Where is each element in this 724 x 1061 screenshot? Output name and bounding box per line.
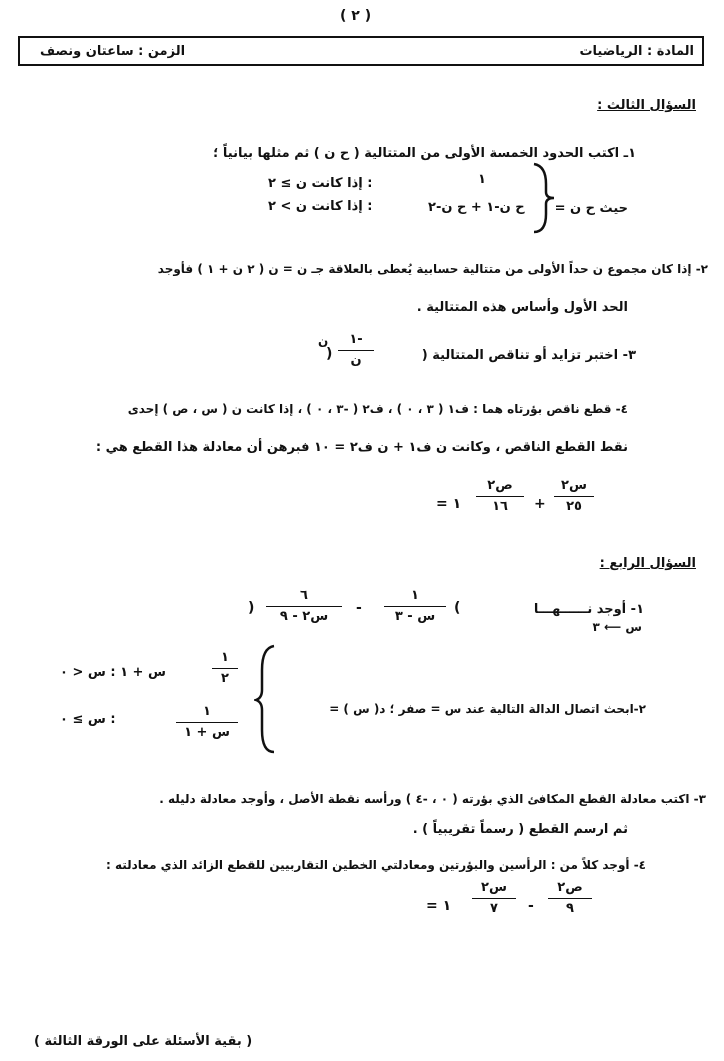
q3-eq-plus: + — [534, 496, 546, 512]
q4-p2-case2-frac — [176, 704, 238, 741]
q4-p2-case1-frac — [212, 650, 238, 687]
q4-eq-f1-num: ص٢ — [557, 880, 583, 895]
q4-p2-case2-cond: : س ≥ ٠ — [60, 712, 116, 727]
q4-p1-text: ١- أوجد نــــــهـــا — [533, 602, 644, 617]
q3-p3-fraction — [338, 332, 374, 369]
q3-p2-line1: ٢- إذا كان مجموع ن حداً الأولى من متتالية حسابية يُعطى بالعلاقة جـ ن = ن ( ٢ ن + ١ ) فأوجد — [157, 262, 708, 276]
q4-p2-text: ٢-ابحث اتصال الدالة التالية عند س = صفر ؛ د( س ) = — [329, 702, 646, 716]
page-number: ( ٢ ) — [340, 8, 372, 24]
q3-p1-case1-cond: : إذا كانت ن ≥ ٢ — [268, 176, 373, 191]
q3-eq-rhs: = ١ — [436, 496, 462, 512]
q3-p4-line1: ٤- قطع ناقص بؤرتاه هما : ف١ ( ٣ ، ٠ ) ، ف٢ ( -٣ ، ٠ ) ، إذا كانت ن ( س ، ص ) إحدى — [127, 402, 628, 416]
q4-p1-frac2 — [266, 588, 342, 625]
q3-p3-text: ٣- اختبر تزايد أو تناقص المتتالية ( — [421, 348, 636, 363]
q4-p1-f1-den: س - ٣ — [394, 609, 436, 624]
q3-p3-num: ١- — [349, 332, 363, 347]
q3-p1-where: حيث ح ن = — [554, 201, 628, 216]
q4-p2-brace — [254, 644, 278, 754]
q3-title: السؤال الثالث : — [597, 98, 696, 113]
q3-eq-f1-num: س٢ — [561, 478, 587, 493]
header-box — [18, 36, 704, 66]
q3-p2-line2: الحد الأول وأساس هذه المتتالية . — [416, 300, 628, 315]
q4-p2-case1-den: ٢ — [221, 671, 229, 686]
q4-eq-rhs: = ١ — [426, 898, 452, 914]
q4-p2-case2-den: س + ١ — [184, 725, 230, 740]
q4-eq-minus: - — [528, 898, 534, 914]
q3-p3-exp: ن — [318, 334, 329, 348]
q4-p1-f2-den: س٢ - ٩ — [279, 609, 329, 624]
time-label: الزمن : ساعتان ونصف — [40, 44, 186, 59]
q4-p1-close: ) — [248, 600, 255, 616]
q4-p1-f1-num: ١ — [411, 588, 419, 603]
q4-eq-f1-den: ٩ — [566, 901, 574, 916]
q3-p3-den: ن — [350, 353, 362, 368]
q4-p2-case1-num: ١ — [221, 650, 229, 665]
q4-eq-f2-num: س٢ — [481, 880, 507, 895]
subject-label: المادة : الرياضيات — [579, 44, 694, 59]
q3-p1-brace — [530, 162, 556, 234]
q4-p1-minus: - — [356, 600, 362, 616]
q3-p1-line1: ١ـ اكتب الحدود الخمسة الأولى من المتتالية ( ح ن ) ثم مثلها بيانياً ؛ — [213, 146, 636, 161]
q4-p1-frac1 — [384, 588, 446, 625]
q4-p3-line1: ٣- اكتب معادلة القطع المكافئ الذي بؤرته ( ٠ ، -٤ ) ورأسه نقطة الأصل ، وأوجد معادلة دليله . — [159, 792, 706, 806]
q4-eq-frac1 — [548, 880, 592, 917]
q3-eq-f2-num: ص٢ — [487, 478, 513, 493]
q4-p1-limit: س ⟵ ٣ — [592, 620, 642, 634]
q4-title: السؤال الرابع : — [599, 556, 696, 571]
q4-eq-f2-den: ٧ — [490, 901, 498, 916]
q3-p3-close: ) — [326, 346, 333, 362]
q3-p1-case2-cond: : إذا كانت ن > ٢ — [268, 199, 373, 214]
q3-eq-f2-den: ١٦ — [492, 499, 508, 514]
q3-eq-f1-den: ٢٥ — [566, 499, 582, 514]
q4-p3-line2: ثم ارسم القطع ( رسماً تقريبياً ) . — [412, 822, 628, 837]
q3-p1-case1-val: ١ — [478, 172, 486, 187]
q4-p1-f2-num: ٦ — [300, 588, 308, 603]
q4-p4-line1: ٤- أوجد كلاً من : الرأسين والبؤرتين ومعادلتي الخطين التقاربيين للقطع الزائد الذي معادلته : — [105, 858, 646, 872]
q4-eq-frac2 — [472, 880, 516, 917]
q4-p2-case1-rest: س + ١ : س < ٠ — [60, 665, 166, 680]
q3-eq-frac2 — [476, 478, 524, 515]
q3-p1-case2-val: ح ن-١ + ح ن-٢ — [428, 200, 525, 215]
footer-note: ( بقية الأسئلة على الورقة الثالثة ) — [34, 1034, 253, 1049]
q3-p4-line2: نقط القطع الناقص ، وكانت ن ف١ + ن ف٢ = ١٠ فبرهن أن معادلة هذا القطع هي : — [95, 440, 628, 455]
q4-p1-open: ( — [454, 600, 461, 616]
q4-p2-case2-num: ١ — [203, 704, 211, 719]
q3-eq-frac1 — [554, 478, 594, 515]
